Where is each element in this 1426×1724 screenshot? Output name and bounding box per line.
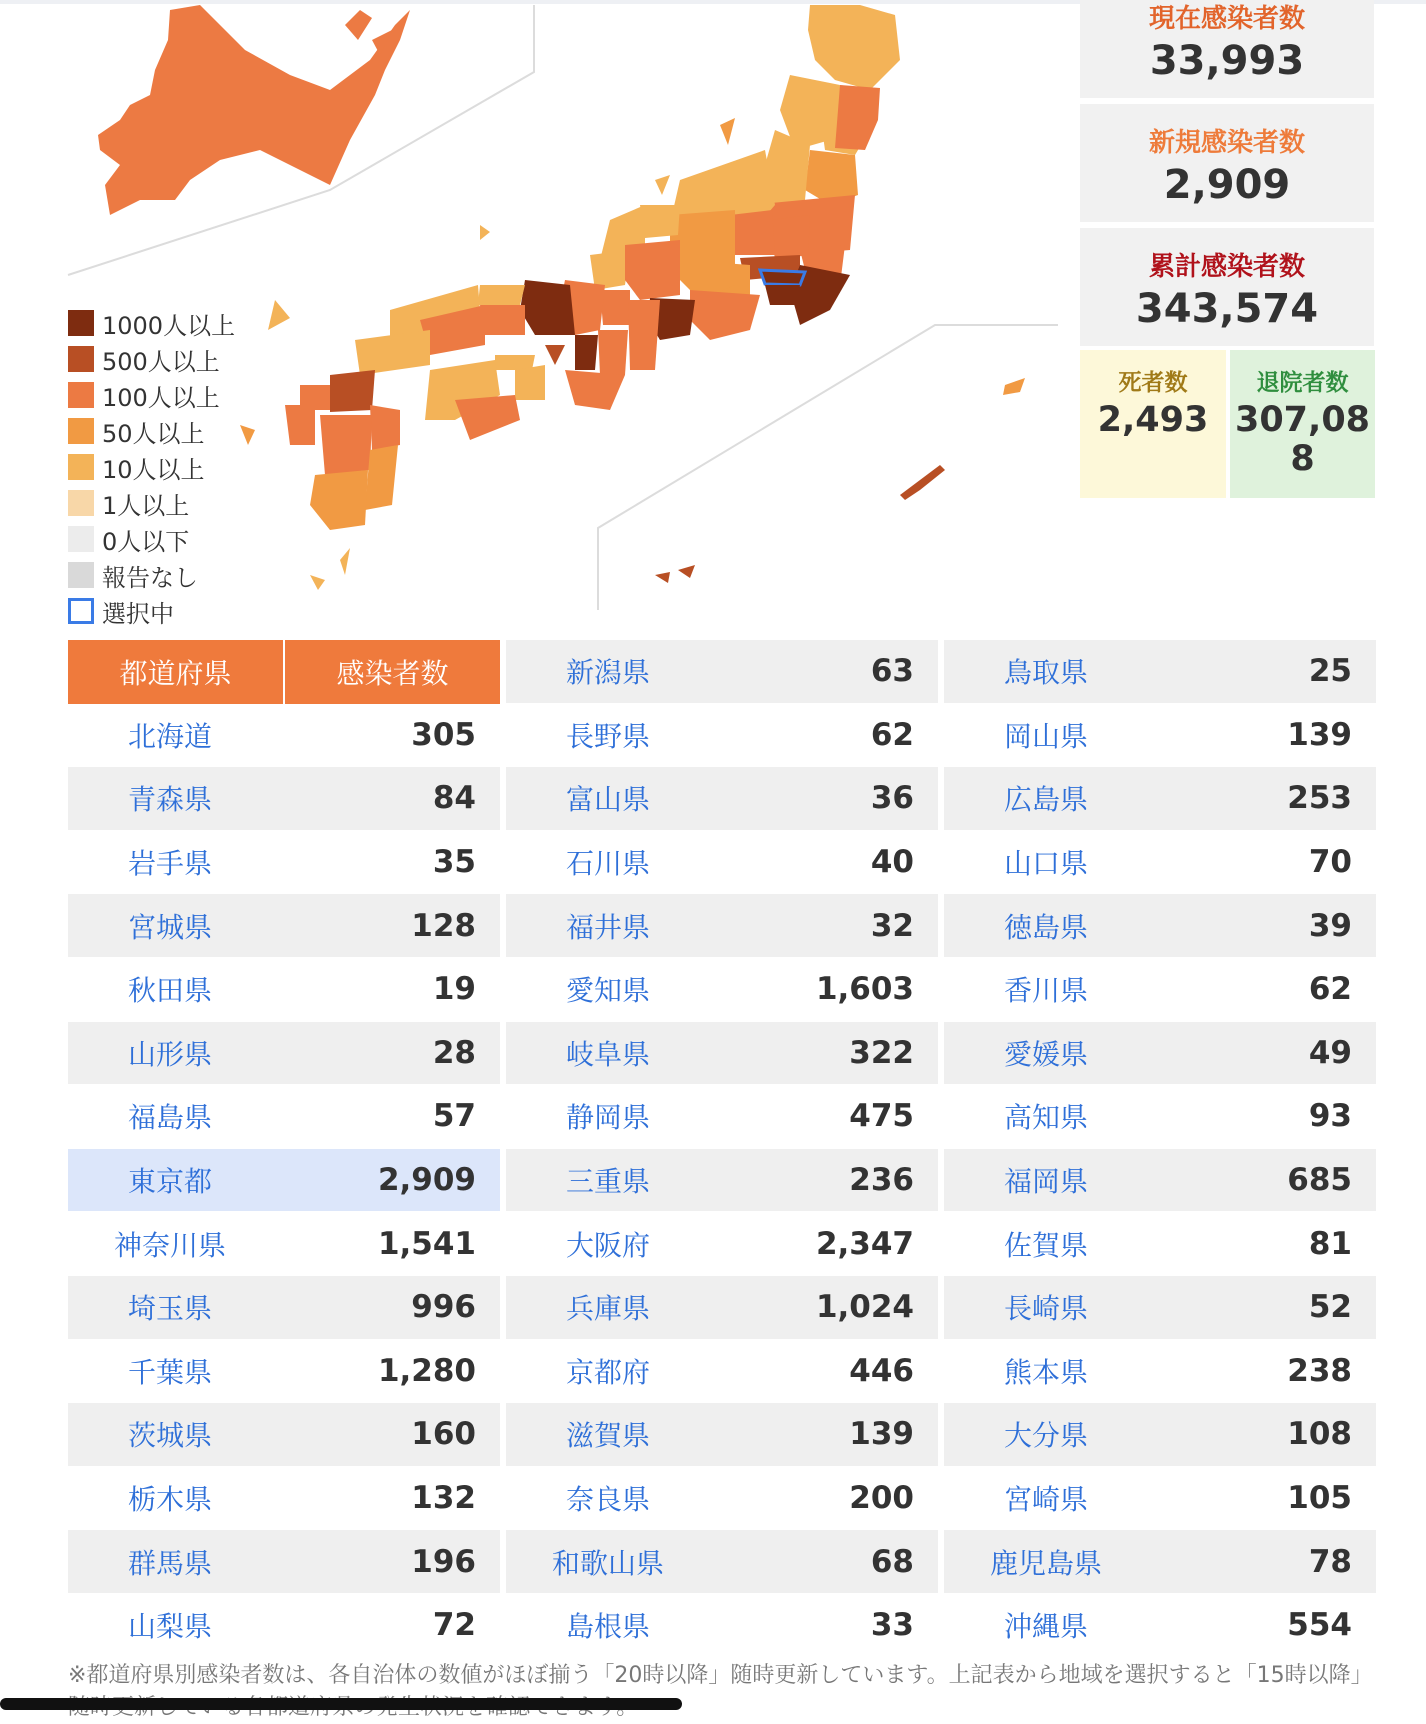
table-row[interactable]	[506, 1022, 938, 1086]
map-kanagawa[interactable]	[765, 285, 800, 305]
stat-new-infections	[1080, 104, 1374, 222]
map-yamaguchi[interactable]	[355, 330, 430, 375]
legend-label: 10人以上	[102, 455, 205, 484]
table-row[interactable]	[506, 1149, 938, 1213]
table-row[interactable]	[68, 1149, 500, 1213]
stat-discharged-value: 307,08 8	[1234, 400, 1371, 479]
legend-label: 1人以上	[102, 491, 190, 520]
prefecture-link[interactable]: 新潟県	[565, 656, 650, 690]
table-row[interactable]	[68, 1467, 500, 1531]
prefecture-link[interactable]: 高知県	[1003, 1101, 1088, 1135]
prefecture-link[interactable]: 岩手県	[127, 847, 212, 881]
prefecture-link[interactable]: 徳島県	[1003, 910, 1088, 944]
infection-count: 57	[432, 1098, 476, 1135]
header-prefecture: 都道府県	[68, 640, 285, 704]
table-row[interactable]	[944, 767, 1376, 831]
prefecture-link[interactable]: 石川県	[565, 847, 650, 881]
prefecture-link[interactable]: 静岡県	[565, 1101, 650, 1135]
prefecture-link[interactable]: 青森県	[127, 783, 212, 817]
infection-count: 84	[432, 780, 476, 817]
prefecture-link[interactable]: 大分県	[1003, 1419, 1088, 1453]
table-row[interactable]	[944, 704, 1376, 768]
infection-count: 1,024	[815, 1289, 914, 1326]
infection-count: 139	[1287, 716, 1352, 753]
prefecture-link[interactable]: 栃木県	[127, 1483, 212, 1517]
map-oita[interactable]	[370, 405, 400, 450]
map-nara[interactable]	[598, 330, 628, 375]
prefecture-link[interactable]: 福岡県	[1003, 1165, 1088, 1199]
table-row[interactable]	[506, 1340, 938, 1404]
legend-label: 選択中	[102, 599, 174, 628]
infection-count: 2,909	[377, 1162, 476, 1199]
legend-item	[68, 377, 318, 413]
infection-count: 685	[1287, 1162, 1352, 1199]
infection-count: 1,603	[815, 971, 914, 1008]
table-row[interactable]	[944, 958, 1376, 1022]
infection-count: 475	[849, 1098, 914, 1135]
map-legend	[68, 305, 318, 629]
table-row[interactable]	[68, 1403, 500, 1467]
stat-new-value: 2,909	[1163, 162, 1291, 208]
table-row[interactable]	[944, 640, 1376, 704]
infection-count: 322	[849, 1034, 914, 1071]
prefecture-link[interactable]: 山梨県	[127, 1610, 212, 1644]
table-row[interactable]	[506, 894, 938, 958]
prefecture-link[interactable]: 北海道	[127, 719, 212, 753]
legend-swatch	[68, 346, 94, 372]
infection-count: 63	[870, 653, 914, 690]
map-kochi[interactable]	[455, 395, 520, 440]
legend-item	[68, 521, 318, 557]
table-row[interactable]	[68, 1022, 500, 1086]
japan-choropleth-map[interactable]	[0, 0, 1080, 630]
infection-count: 68	[870, 1543, 914, 1580]
table-row[interactable]	[68, 1594, 500, 1658]
infection-count: 2,347	[815, 1225, 914, 1262]
infection-count: 78	[1308, 1543, 1352, 1580]
legend-swatch	[68, 454, 94, 480]
prefecture-link[interactable]: 福島県	[127, 1101, 212, 1135]
infection-count: 28	[432, 1034, 476, 1071]
table-row[interactable]	[506, 958, 938, 1022]
infection-count: 196	[411, 1543, 476, 1580]
infection-count: 70	[1308, 844, 1352, 881]
table-row[interactable]	[68, 1212, 500, 1276]
stat-deaths-value: 2,493	[1097, 400, 1209, 440]
legend-item	[68, 413, 318, 449]
infection-count: 1,541	[377, 1225, 476, 1262]
table-row[interactable]	[944, 1022, 1376, 1086]
infection-count: 132	[411, 1480, 476, 1517]
prefecture-link[interactable]: 島根県	[565, 1610, 650, 1644]
infection-count: 305	[411, 716, 476, 753]
prefecture-link[interactable]: 広島県	[1003, 783, 1088, 817]
infection-count: 39	[1308, 907, 1352, 944]
legend-item	[68, 305, 318, 341]
prefecture-link[interactable]: 群馬県	[127, 1546, 212, 1580]
prefecture-link[interactable]: 長野県	[565, 719, 650, 753]
map-okinawa[interactable]	[900, 465, 945, 500]
table-row[interactable]	[506, 1403, 938, 1467]
legend-item	[68, 485, 318, 521]
prefecture-link[interactable]: 鳥取県	[1003, 656, 1088, 690]
map-osaka[interactable]	[575, 335, 598, 370]
table-column-2	[506, 640, 938, 1658]
infection-count: 236	[849, 1162, 914, 1199]
map-toyama[interactable]	[640, 205, 680, 238]
infection-count: 72	[432, 1607, 476, 1644]
legend-label: 50人以上	[102, 419, 205, 448]
infection-count: 36	[870, 780, 914, 817]
table-row[interactable]	[68, 894, 500, 958]
stat-current-value: 33,993	[1149, 38, 1305, 84]
stat-discharged	[1230, 350, 1375, 498]
table-row[interactable]	[68, 704, 500, 768]
prefecture-link[interactable]: 兵庫県	[565, 1292, 650, 1326]
infection-count: 35	[432, 844, 476, 881]
prefecture-link[interactable]: 富山県	[565, 783, 650, 817]
table-row[interactable]	[506, 1085, 938, 1149]
map-hyogo[interactable]	[520, 280, 575, 335]
table-row[interactable]	[506, 640, 938, 704]
map-gifu[interactable]	[625, 240, 680, 300]
legend-label: 1000人以上	[102, 311, 236, 340]
map-divider-okinawa	[598, 325, 1058, 610]
infection-count: 238	[1287, 1352, 1352, 1389]
table-row[interactable]	[944, 1467, 1376, 1531]
table-row[interactable]	[68, 958, 500, 1022]
horizontal-scrollbar[interactable]	[0, 1698, 682, 1710]
prefecture-link[interactable]: 千葉県	[127, 1355, 212, 1389]
map-hokkaido[interactable]	[98, 5, 410, 215]
legend-item	[68, 449, 318, 485]
table-row[interactable]	[944, 1530, 1376, 1594]
prefecture-link[interactable]: 福井県	[565, 910, 650, 944]
infection-count: 40	[870, 844, 914, 881]
prefecture-link[interactable]: 大阪府	[565, 1228, 650, 1262]
prefecture-link[interactable]: 埼玉県	[127, 1292, 212, 1326]
legend-swatch	[68, 382, 94, 408]
map-shizuoka[interactable]	[690, 290, 760, 340]
table-row[interactable]	[68, 1340, 500, 1404]
table-row[interactable]	[68, 1530, 500, 1594]
infection-count: 19	[432, 971, 476, 1008]
map-miyazaki[interactable]	[365, 445, 398, 510]
footnote: ※都道府県別感染者数は、各自治体の数値がほぼ揃う「20時以降」随時更新しています。上記表から地域を選択すると「15時以降」	[68, 1663, 1373, 1688]
infection-count: 996	[411, 1289, 476, 1326]
prefecture-link[interactable]: 愛媛県	[1003, 1037, 1088, 1071]
table-row[interactable]	[68, 1276, 500, 1340]
prefecture-link[interactable]: 茨城県	[127, 1419, 212, 1453]
prefecture-link[interactable]: 奈良県	[565, 1483, 650, 1517]
legend-swatch	[68, 526, 94, 552]
prefecture-link[interactable]: 鹿児島県	[989, 1546, 1102, 1580]
table-row[interactable]	[506, 1467, 938, 1531]
table-row[interactable]	[68, 1085, 500, 1149]
map-tochigi[interactable]	[770, 215, 810, 260]
prefecture-link[interactable]: 長崎県	[1003, 1292, 1088, 1326]
prefecture-link[interactable]: 秋田県	[127, 974, 212, 1008]
legend-item	[68, 557, 318, 593]
prefecture-link[interactable]: 岐阜県	[565, 1037, 650, 1071]
stat-cumulative-label: 累計感染者数	[1148, 252, 1305, 282]
table-row[interactable]	[506, 1530, 938, 1594]
legend-swatch	[68, 418, 94, 444]
infection-count: 200	[849, 1480, 914, 1517]
prefecture-link[interactable]: 宮城県	[127, 910, 212, 944]
map-gunma[interactable]	[730, 210, 775, 255]
table-row[interactable]	[506, 1594, 938, 1658]
map-tokyo[interactable]	[760, 270, 805, 285]
prefecture-link[interactable]: 三重県	[565, 1165, 650, 1199]
infection-count: 93	[1308, 1098, 1352, 1135]
stat-cumulative-infections	[1080, 228, 1374, 346]
stat-current-label: 現在感染者数	[1148, 4, 1305, 34]
legend-swatch	[68, 310, 94, 336]
prefecture-link[interactable]: 京都府	[565, 1355, 650, 1389]
table-row[interactable]	[506, 831, 938, 895]
table-column-1	[68, 640, 500, 1658]
table-row[interactable]	[506, 767, 938, 831]
infection-count: 139	[849, 1416, 914, 1453]
table-row[interactable]	[944, 1085, 1376, 1149]
legend-label: 0人以下	[102, 527, 190, 556]
legend-label: 100人以上	[102, 383, 220, 412]
table-row[interactable]	[506, 704, 938, 768]
infection-count: 446	[849, 1352, 914, 1389]
table-row[interactable]	[944, 1276, 1376, 1340]
infection-count: 62	[1308, 971, 1352, 1008]
table-row[interactable]	[944, 1212, 1376, 1276]
infection-count: 554	[1287, 1607, 1352, 1644]
stat-deaths	[1080, 350, 1226, 498]
stat-current-infections	[1080, 0, 1374, 98]
infection-count: 1,280	[377, 1352, 476, 1389]
table-row[interactable]	[944, 1594, 1376, 1658]
legend-item	[68, 341, 318, 377]
prefecture-link[interactable]: 和歌山県	[551, 1546, 664, 1580]
table-row[interactable]	[68, 831, 500, 895]
infection-count: 160	[411, 1416, 476, 1453]
infection-count: 32	[870, 907, 914, 944]
prefecture-link[interactable]: 山口県	[1003, 847, 1088, 881]
table-row[interactable]	[506, 1212, 938, 1276]
table-row[interactable]	[68, 767, 500, 831]
legend-swatch	[68, 598, 94, 624]
header-count: 感染者数	[336, 656, 449, 690]
table-row[interactable]	[506, 1276, 938, 1340]
infection-count: 105	[1287, 1480, 1352, 1517]
infection-count: 128	[411, 907, 476, 944]
map-shiga[interactable]	[600, 290, 630, 325]
prefecture-link[interactable]: 山形県	[127, 1037, 212, 1071]
legend-label: 報告なし	[102, 563, 198, 592]
table-row[interactable]	[944, 1340, 1376, 1404]
map-kagoshima[interactable]	[310, 470, 368, 530]
map-mie[interactable]	[628, 300, 660, 370]
table-row[interactable]	[944, 894, 1376, 958]
prefecture-link[interactable]: 熊本県	[1003, 1355, 1088, 1389]
prefecture-link[interactable]: 神奈川県	[113, 1228, 226, 1262]
map-tokushima[interactable]	[515, 365, 545, 400]
map-wakayama[interactable]	[565, 370, 625, 410]
map-kumamoto[interactable]	[320, 415, 372, 475]
stat-new-label: 新規感染者数	[1148, 128, 1305, 158]
prefecture-link[interactable]: 宮崎県	[1003, 1483, 1088, 1517]
stat-deaths-label: 死者数	[1118, 370, 1188, 396]
legend-item	[68, 593, 318, 629]
map-aomori[interactable]	[808, 5, 900, 90]
prefecture-link[interactable]: 香川県	[1003, 974, 1088, 1008]
infection-count: 253	[1287, 780, 1352, 817]
prefecture-link[interactable]: 滋賀県	[565, 1419, 650, 1453]
prefecture-link[interactable]: 東京都	[127, 1165, 212, 1199]
infection-count: 81	[1308, 1225, 1352, 1262]
map-okayama[interactable]	[480, 305, 525, 335]
table-row[interactable]	[944, 1403, 1376, 1467]
table-row[interactable]	[944, 1149, 1376, 1213]
infection-count: 25	[1308, 653, 1352, 690]
infection-count: 62	[870, 716, 914, 753]
stat-discharged-label: 退院者数	[1256, 370, 1349, 396]
table-header	[68, 640, 500, 704]
stat-cumulative-value: 343,574	[1135, 286, 1319, 332]
map-fukuoka[interactable]	[330, 370, 375, 412]
infection-count: 108	[1287, 1416, 1352, 1453]
legend-swatch	[68, 490, 94, 516]
legend-swatch	[68, 562, 94, 588]
legend-label: 500人以上	[102, 347, 220, 376]
table-row[interactable]	[944, 831, 1376, 895]
prefecture-link[interactable]: 沖縄県	[1003, 1610, 1088, 1644]
prefecture-link[interactable]: 佐賀県	[1003, 1228, 1088, 1262]
prefecture-link[interactable]: 岡山県	[1003, 719, 1088, 753]
map-tottori[interactable]	[478, 285, 525, 305]
table-column-3	[944, 640, 1376, 1658]
infection-count: 33	[870, 1607, 914, 1644]
infection-count: 49	[1308, 1034, 1352, 1071]
infection-count: 52	[1308, 1289, 1352, 1326]
prefecture-link[interactable]: 愛知県	[565, 974, 650, 1008]
